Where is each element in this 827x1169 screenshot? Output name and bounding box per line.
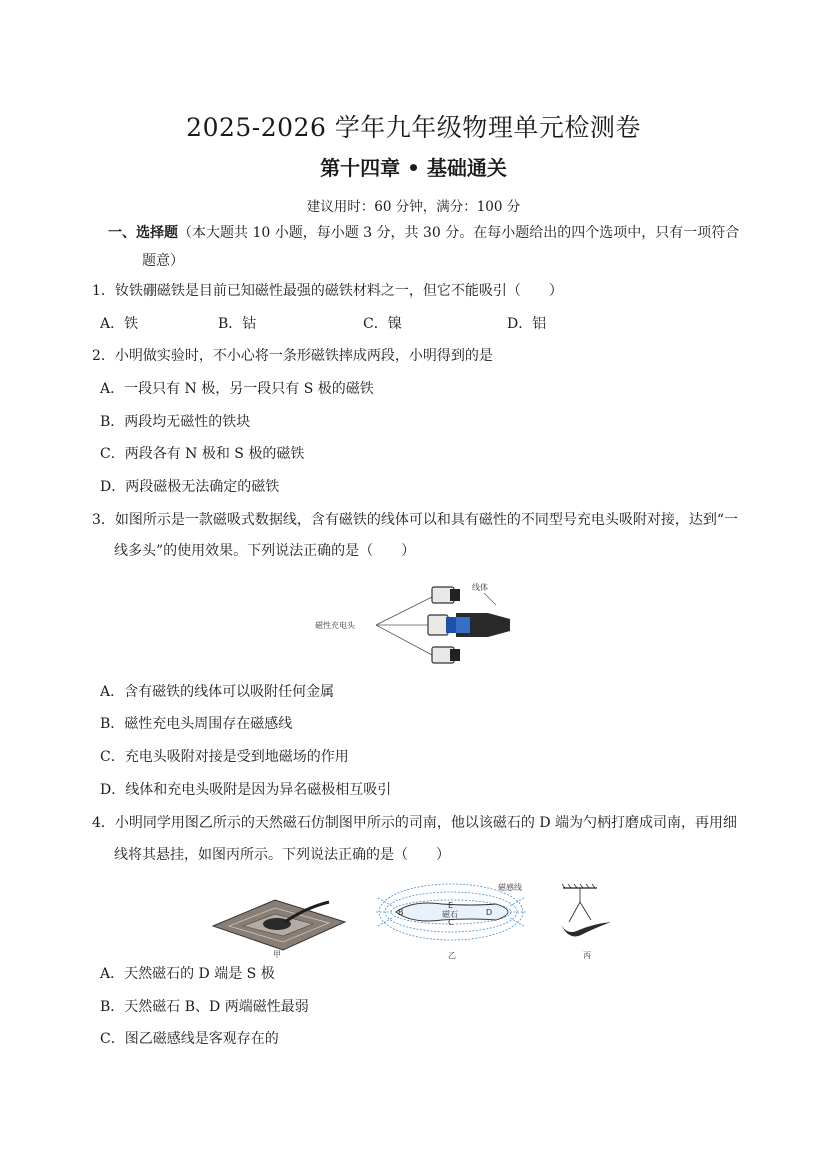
sinan-figure-jia — [205, 878, 355, 958]
q2-option-d: D．两段磁极无法确定的磁铁 — [100, 479, 280, 495]
q4-option-c: C．图乙磁感线是客观存在的 — [100, 1031, 279, 1047]
label-b: B — [398, 908, 404, 917]
q1-option-d: D．铝 — [507, 316, 547, 332]
q2-stem: 2．小明做实验时，不小心将一条形磁铁摔成两段，小明得到的是 — [92, 348, 493, 364]
q3-stem: 3．如图所示是一款磁吸式数据线，含有磁铁的线体可以和具有磁性的不同型号充电头吸附对接，达到“一 — [92, 512, 739, 528]
q4-stem: 4．小明同学用图乙所示的天然磁石仿制图甲所示的司南，他以该磁石的 D 端为勺柄打磨成司南，再用细 — [92, 815, 738, 831]
q3-option-b: B．磁性充电头周围存在磁感线 — [100, 716, 293, 732]
label-d: D — [486, 908, 493, 917]
q4-option-a: A．天然磁石的 D 端是 S 极 — [100, 966, 275, 982]
label-e: E — [448, 901, 454, 910]
q1-option-a: A．铁 — [100, 316, 139, 332]
q2-option-c: C．两段各有 N 极和 S 极的磁铁 — [100, 446, 305, 462]
q4-stem-cont: 线将其悬挂，如图丙所示。下列说法正确的是（ ） — [114, 847, 450, 863]
q3-option-a: A．含有磁铁的线体可以吸附任何金属 — [100, 684, 335, 700]
section-heading — [108, 222, 739, 244]
q4-option-b: B．天然磁石 B、D 两端磁性最弱 — [100, 999, 309, 1015]
exam-info: 建议用时：60 分钟，满分：100 分 — [306, 199, 521, 215]
field-lines-label: 磁感线 — [498, 883, 522, 892]
cable-label: 线体 — [472, 583, 488, 592]
q3-stem-cont: 线多头”的使用效果。下列说法正确的是（ ） — [114, 543, 416, 559]
label-c: C — [448, 918, 454, 927]
figure-bing-label: 丙 — [583, 951, 591, 960]
q1-option-b: B．钴 — [218, 316, 257, 332]
q1-stem: 1．钕铁硼磁铁是目前已知磁性最强的磁铁材料之一，但它不能吸引（ ） — [92, 283, 563, 299]
q2-option-b: B．两段均无磁性的铁块 — [100, 414, 251, 430]
q2-option-a: A．一段只有 N 极，另一段只有 S 极的磁铁 — [100, 381, 374, 397]
chapter-subtitle: 第十四章 • 基础通关 — [320, 156, 507, 180]
section-heading-title: 一、选择题 — [108, 225, 178, 241]
magnetic-cable-figure — [310, 575, 520, 671]
figure-yi-label: 乙 — [448, 951, 456, 960]
section-heading-desc-cont: 题意） — [142, 253, 184, 269]
figure-jia-label: 甲 — [273, 950, 281, 958]
section-heading-desc: （本大题共 10 小题，每小题 3 分，共 30 分。在每小题给出的四个选项中，只有一项符合 — [178, 225, 740, 241]
suspended-spoon-figure-bing — [555, 882, 615, 960]
q3-option-d: D．线体和充电头吸附是因为异名磁极相互吸引 — [100, 782, 392, 798]
q3-option-c: C．充电头吸附对接是受到地磁场的作用 — [100, 749, 349, 765]
q1-option-c: C．镍 — [363, 316, 402, 332]
charging-head-label: 磁性充电头 — [315, 621, 355, 630]
stone-label: 磁石 — [442, 910, 458, 919]
lodestone-field-figure-yi — [372, 878, 530, 960]
page-title: 2025-2026 学年九年级物理单元检测卷 — [186, 113, 641, 142]
